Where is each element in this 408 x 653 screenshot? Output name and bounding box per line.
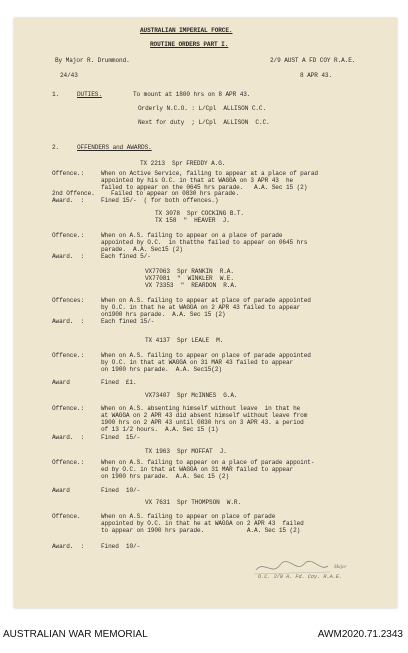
offender-line: VX 7631 Spr THOMPSON W.R. [145, 499, 242, 506]
signature-title: Major [334, 565, 347, 570]
offender-line: TX 3078 Spr COCKING B.T. [155, 210, 244, 217]
offence-text: to appear on 1900 hrs parade. A.A. Sec 15 (2) [101, 527, 301, 534]
offence-text: by O.C. in that at WAGGA on 31 MAR 43 failed to appear [101, 359, 294, 366]
award-label: Award. : [52, 197, 85, 204]
offence-label: Offence.: [52, 232, 85, 239]
offender-line: TX 4137 Spr LEALE M. [145, 337, 224, 344]
offence-text: appointed by O.C. in thatthe failed to appear on 0645 hrs [101, 239, 308, 246]
order-number: 24/43 [60, 72, 78, 79]
offence-text: 1900 hrs on 2 APR 43 until 0830 hrs on 3 APR 43. a period [101, 419, 304, 426]
duties-heading: DUTIES. [77, 91, 102, 98]
offence-text: on1900 hrs parade. A.A. Sec 15 (2) [101, 311, 226, 318]
document-subtitle: ROUTINE ORDERS PART I. [150, 41, 229, 48]
award-text: Fined 15/- ( for both offences.) [101, 197, 219, 204]
duties-orderly: Orderly N.C.O. : L/Cpl ALLISON C.C. [138, 105, 267, 112]
award-text: Each fined 15/- [101, 318, 155, 325]
award-text: Fined 10/- [101, 487, 141, 494]
offence-text: at WAGGA on 2 APR 43 did absent himself without leave from [101, 412, 308, 419]
offender-line: TX 1963 Spr MOFFAT J. [145, 448, 227, 455]
award-text: Fined 15/- [101, 434, 141, 441]
offender-line: TX 2213 Spr FREDDY A.G. [140, 160, 226, 167]
document-title: AUSTRALIAN IMPERIAL FORCE. [140, 27, 233, 34]
offence-text: When on A.S. failing to appear on a place of parade appoint- [101, 459, 315, 466]
second-offence-label: 2nd Offence. [52, 190, 95, 197]
offender-line: VX77063 Spr RANKIN R.A. [145, 268, 234, 275]
offences-heading: OFFENDERS and AWARDS. [77, 144, 152, 151]
footer-reference: AWM2020.71.2343 [317, 629, 403, 640]
offence-text: of 13 1/2 hours. A.A. Sec 15 (1) [101, 426, 219, 433]
offence-label: Offence.: [52, 459, 85, 466]
offender-line: TX 158 " HEAVER J. [155, 217, 230, 224]
award-label: Award [52, 487, 70, 494]
offences-label: Offences: [52, 297, 85, 304]
offender-line: VX77081 " WINKLER W.E. [145, 275, 234, 282]
offence-text: When on A.S. failing to appear at place of parade appointed [101, 297, 311, 304]
award-label: Award. : [52, 253, 85, 260]
offence-text: failed to appear on the 0645 hrs parade. A.A. Sec 15 (2) [101, 184, 308, 191]
offence-text: When on A.S. failing to appear on a place of parade [101, 232, 283, 239]
archive-footer [0, 612, 408, 653]
offence-text: When on A.S. failing to appear on place of parade appointed [101, 352, 311, 359]
offence-text: When on Active Service, failing to appear at a place of parad [101, 170, 318, 177]
footer-institution: AUSTRALIAN WAR MEMORIAL [3, 629, 148, 640]
offence-text: When on A.S. failing to appear on place of parade [101, 513, 276, 520]
offence-text: on 1900 hrs parade. A.A. Sec 15 (2) [101, 473, 230, 480]
award-text: Fined 10/- [101, 543, 141, 550]
offence-label: Offence.: [52, 170, 85, 177]
unit-name: 2/9 AUST A FD COY R.A.E. [270, 57, 356, 64]
offence-text: by O.C. in that he at WAGGA on 2 APR 43 failed to appear [101, 304, 301, 311]
offender-line: VX 73353 " REARDON R.A. [145, 282, 238, 289]
order-date: 8 APR 43. [300, 72, 333, 79]
offence-label: Offence.: [52, 405, 85, 412]
award-text: Fined £1. [101, 379, 137, 386]
offender-line: VX73407 Spr McINNES G.A. [145, 392, 238, 399]
award-label: Award. : [52, 543, 85, 550]
duties-next: Next for duty ; L/Cpl ALLISON C.C. [138, 119, 270, 126]
award-text: Each fined 5/- [101, 253, 151, 260]
signature-unit: O.C. 2/9 A. Fd. Coy. R.A.E. [258, 574, 343, 580]
duties-number: 1. [52, 91, 60, 98]
offence-text: on 1900 hrs parade. A.A. Sec15(2) [101, 366, 222, 373]
award-label: Award [52, 379, 70, 386]
offence-text: parade. A.A. Sec15 (2) [101, 246, 183, 253]
offence-label: Offence. [52, 513, 81, 520]
duties-mount: To mount at 1800 hrs on 8 APR 43. [133, 91, 251, 98]
offence-text: When on A.S. absenting himself without leave in that he [101, 405, 301, 412]
issued-by: By Major R. Drummond. [55, 57, 130, 64]
award-label: Award. : [52, 318, 85, 325]
offence-label: Offence.: [52, 352, 85, 359]
offence-text: appointed by his O.C. in that at WAGGA on 3 APR 43 he [101, 177, 294, 184]
offence-text: appointed by O.C. in that he at WAGGA on 2 APR 43 failed [101, 520, 304, 527]
offences-number: 2. [52, 144, 60, 151]
offence-text: ed by O.C. in that at WAGGA on 31 MAR failed to appear [101, 466, 294, 473]
offence-text: Failed to appear on 0830 hrs parade. [111, 190, 240, 197]
award-label: Award. : [52, 434, 85, 441]
